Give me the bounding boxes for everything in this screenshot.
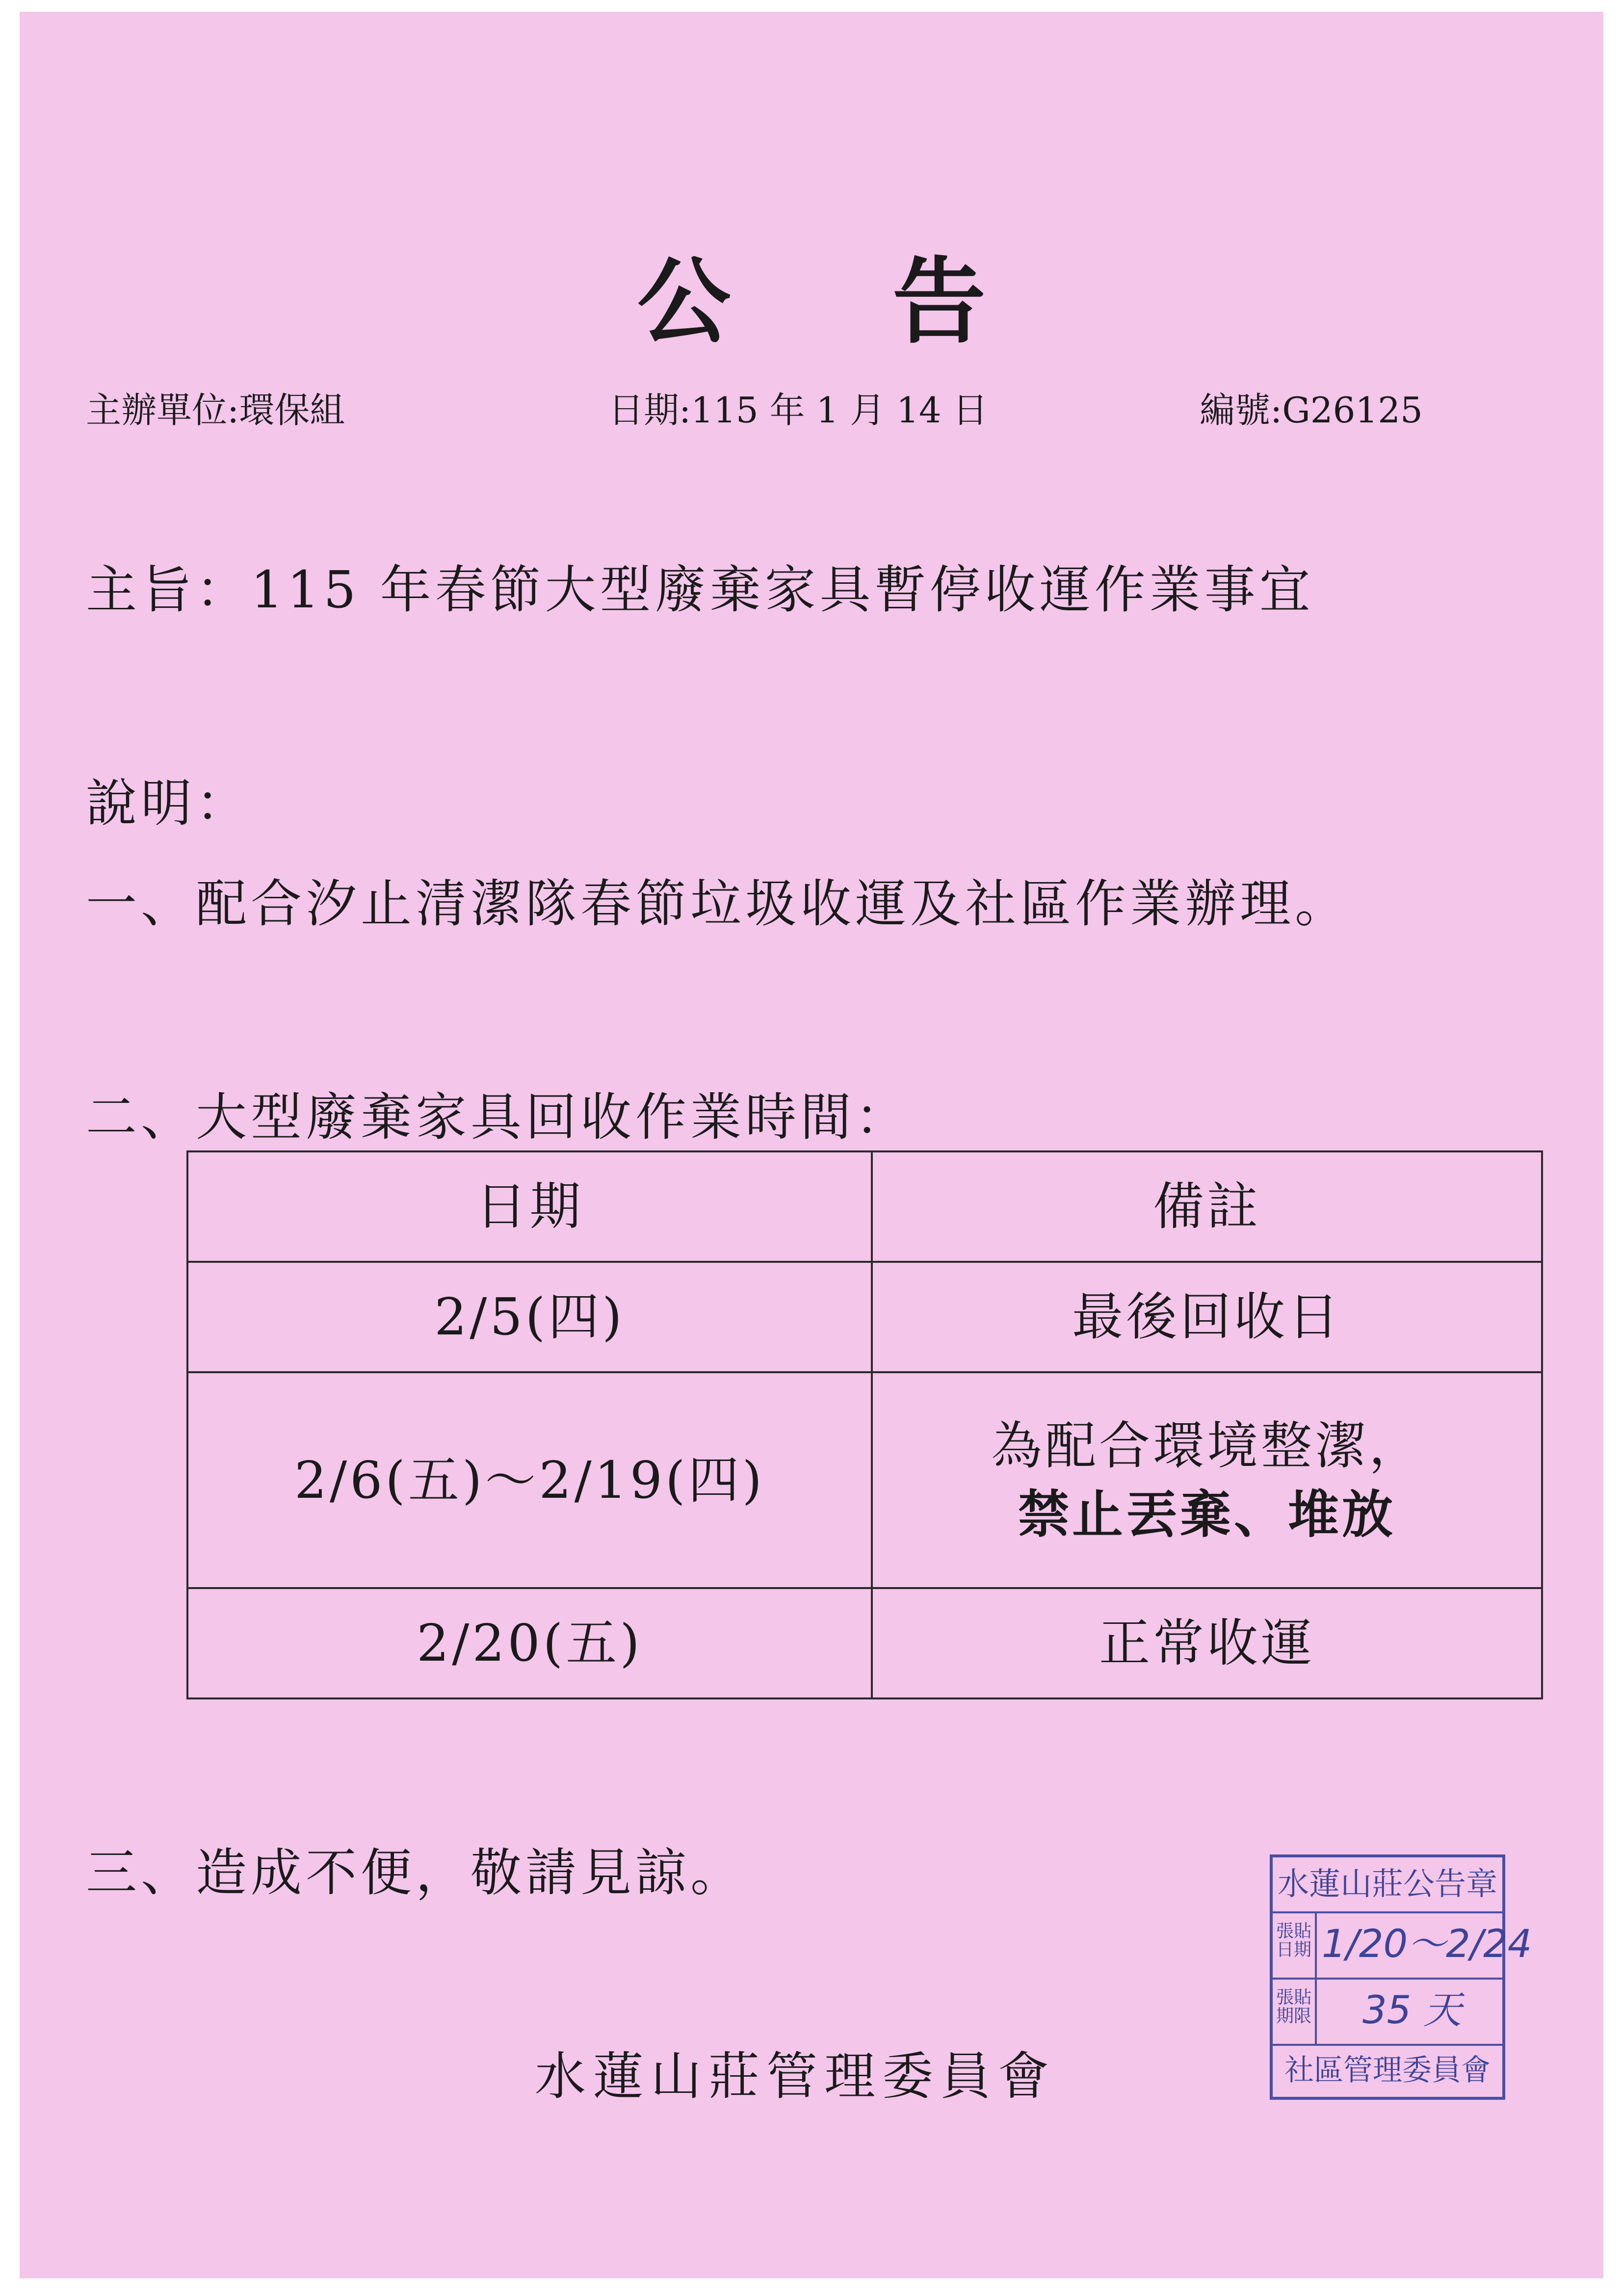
notice-number: 編號:G26125 bbox=[1200, 390, 1423, 431]
stamp-footer: 社區管理委員會 bbox=[1284, 2053, 1491, 2087]
stamp-post-period-label: 張貼期限 bbox=[1273, 1978, 1317, 2044]
schedule-note-cell: 最後回收日 bbox=[872, 1262, 1542, 1372]
schedule-note-cell bbox=[872, 1372, 1542, 1588]
stamp-post-period-row bbox=[1273, 1978, 1502, 2046]
schedule-note-line: 為配合環境整潔， bbox=[991, 1415, 1423, 1476]
notice-subject: 主旨：115 年春節大型廢棄家具暫停收運作業事宜 bbox=[86, 560, 1314, 620]
schedule-row bbox=[187, 1262, 1542, 1372]
stamp-post-date-row bbox=[1273, 1911, 1532, 1980]
stamp-post-date-label: 張貼日期 bbox=[1273, 1911, 1317, 1978]
explanation-item-2: 二、大型廢棄家具回收作業時間： bbox=[86, 1087, 911, 1147]
stamp-title: 水蓮山莊公告章 bbox=[1273, 1857, 1502, 1913]
schedule-table bbox=[186, 1150, 1543, 1699]
schedule-date-cell: 2/20(五) bbox=[187, 1588, 872, 1698]
schedule-header-row bbox=[187, 1151, 1542, 1262]
schedule-row bbox=[187, 1372, 1542, 1588]
schedule-header-date: 日期 bbox=[187, 1151, 872, 1262]
explanation-item-1: 一、配合汐止清潔隊春節垃圾收運及社區作業辦理。 bbox=[86, 874, 1350, 934]
notice-date: 日期:115 年 1 月 14 日 bbox=[608, 390, 988, 431]
organizer-unit: 主辦單位:環保組 bbox=[86, 390, 345, 431]
schedule-date-cell: 2/6(五)～2/19(四) bbox=[187, 1372, 872, 1588]
explanation-label: 說明： bbox=[86, 773, 251, 833]
posting-stamp bbox=[1270, 1854, 1532, 2100]
explanation-item-3: 三、造成不便，敬請見諒。 bbox=[86, 1843, 746, 1903]
schedule-date-cell: 2/5(四) bbox=[187, 1262, 872, 1372]
issuer-name: 水蓮山莊管理委員會 bbox=[535, 2046, 1056, 2106]
stamp-post-date-value: 1/20～2/24 bbox=[1322, 1922, 1532, 1966]
notice-title: 公告 bbox=[637, 247, 1148, 356]
schedule-row bbox=[187, 1588, 1542, 1698]
stamp-post-period-value: 35 天 bbox=[1362, 1988, 1462, 2033]
schedule-header-note: 備註 bbox=[872, 1151, 1542, 1262]
schedule-note-warning: 禁止丟棄、堆放 bbox=[1018, 1484, 1396, 1544]
schedule-note-cell: 正常收運 bbox=[872, 1588, 1542, 1698]
